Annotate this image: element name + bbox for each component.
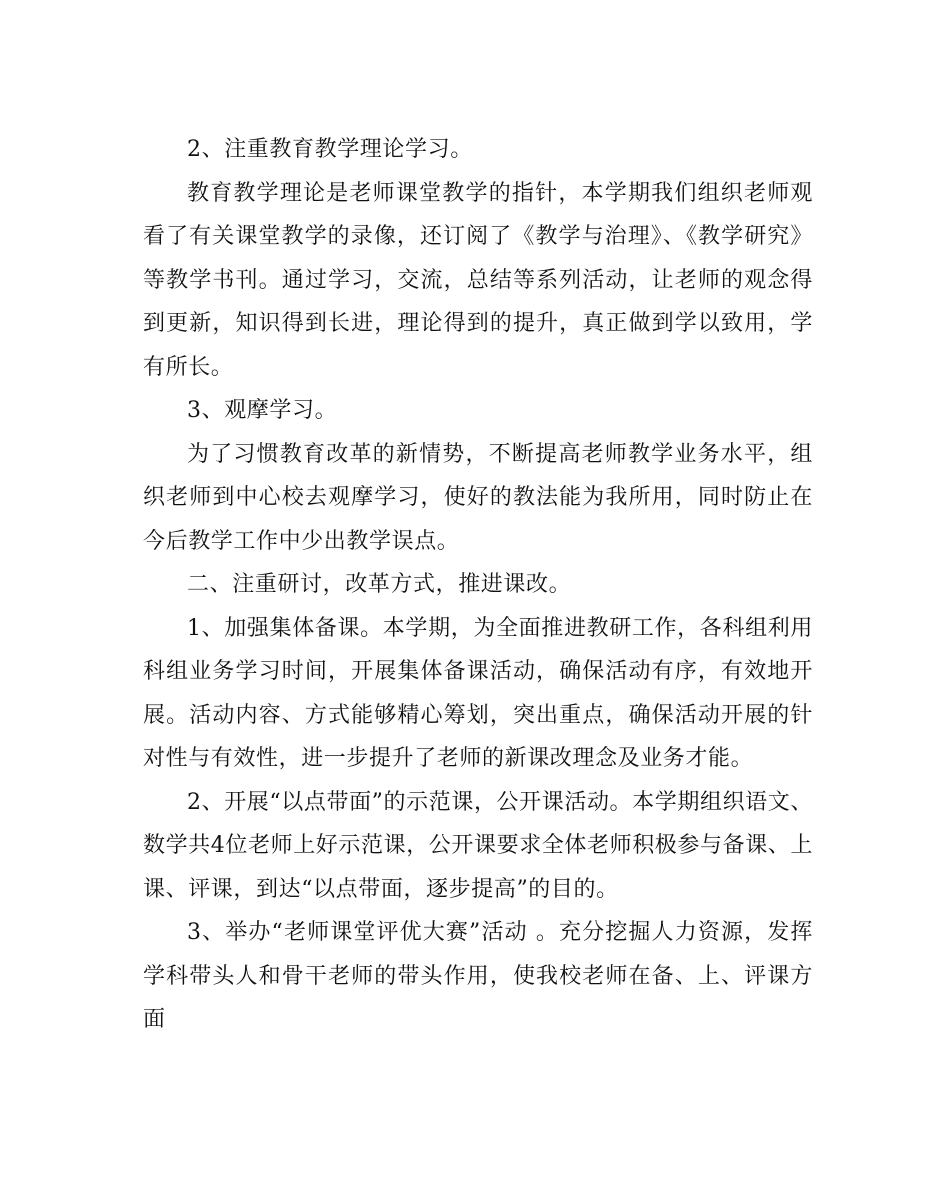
paragraph-theory-study: 教育教学理论是老师课堂教学的指针，本学期我们组织老师观看了有关课堂教学的录像，还订阅了《教学与治理》、《教学研究》等教学书刊。通过学习，交流，总结等系列活动，让老师的观念得到更新，知识得到长进，理论得到的提升，真正做到学以致用，学有所长。 — [143, 180, 813, 380]
paragraph-demonstration-lessons: 2、开展“以点带面”的示范课，公开课活动。本学期组织语文、数学共4位老师上好示范课，公开课要求全体老师积极参与备课、上课、评课，到达“以点带面，逐步提高”的目的。 — [143, 789, 813, 902]
paragraph-heading-observation: 3、观摩学习。 — [187, 398, 338, 423]
paragraph-section-two-heading: 二、注重研讨，改革方式，推进课改。 — [187, 572, 572, 597]
paragraph-collective-lesson-prep: 1、加强集体备课。本学期，为全面推进教研工作，各科组利用科组业务学习时间，开展集体备课活动，确保活动有序，有效地开展。活动内容、方式能够精心筹划，突出重点，确保活动开展的针对性与有效性，进一步提升了老师的新课改理念及业务才能。 — [143, 615, 813, 771]
document-body — [143, 128, 813, 1042]
paragraph-observation: 为了习惯教育改革的新情势，不断提高老师教学业务水平，组织老师到中心校去观摩学习，使好的教法能为我所用，同时防止在今后教学工作中少出教学误点。 — [143, 441, 813, 554]
paragraph-heading-theory-study: 2、注重教育教学理论学习。 — [187, 137, 473, 162]
paragraph-classroom-contest: 3、举办“老师课堂评优大赛”活动 。充分挖掘人力资源，发挥学科带头人和骨干老师的带头作用，使我校老师在备、上、评课方面 — [143, 920, 813, 1032]
